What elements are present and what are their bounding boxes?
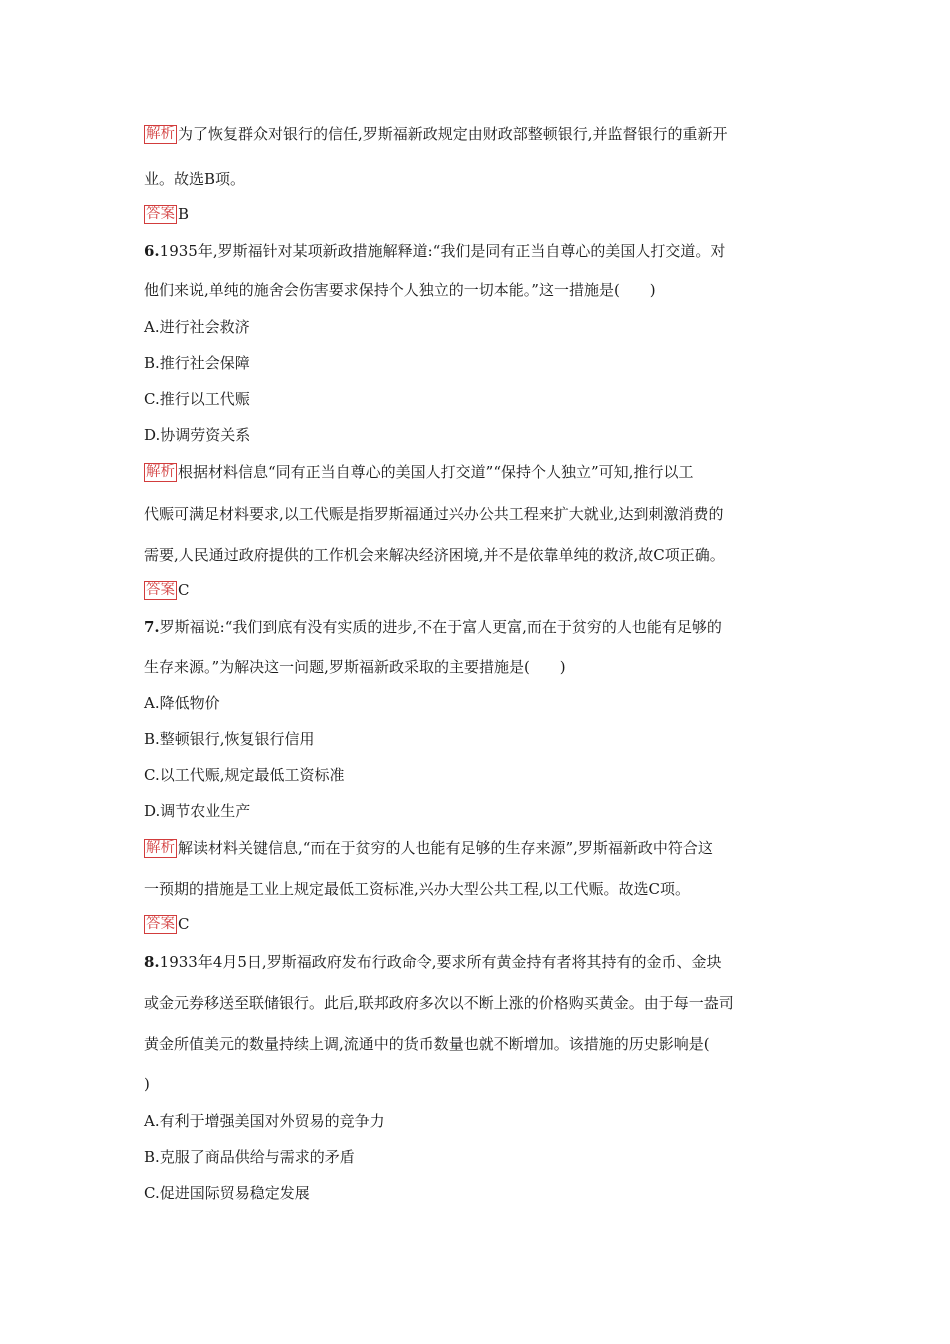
answer-value: B	[178, 205, 190, 223]
q8-stem-line-3: 黄金所值美元的数量持续上调,流通中的货币数量也就不断增加。该措施的历史影响是(	[144, 1035, 710, 1053]
q8-stem-line-1	[144, 952, 812, 972]
answer-tag: 答案	[146, 582, 175, 598]
question-text: 1933年4月5日,罗斯福政府发布行政命令,要求所有黄金持有者将其持有的金币、金块	[159, 953, 722, 971]
q6-stem-line-1	[144, 241, 812, 261]
analysis-text: 解读材料关键信息,“而在于贫穷的人也能有足够的生存来源”,罗斯福新政中符合这	[178, 839, 713, 857]
q7-option-c: C.以工代赈,规定最低工资标准	[144, 766, 345, 784]
q7-analysis-line-2: 一预期的措施是工业上规定最低工资标准,兴办大型公共工程,以工代赈。故选C项。	[144, 880, 691, 898]
analysis-tag: 解析	[146, 126, 175, 142]
q6-stem-line-2: 他们来说,单纯的施舍会伤害要求保持个人独立的一切本能。”这一措施是( )	[144, 281, 656, 299]
question-number: 7.	[144, 618, 160, 636]
q7-option-a: A.降低物价	[144, 694, 220, 712]
answer-value: C	[178, 581, 190, 599]
q8-option-c: C.促进国际贸易稳定发展	[144, 1184, 310, 1202]
q5-analysis-line-1	[144, 124, 812, 144]
q8-stem-line-4: )	[144, 1075, 150, 1093]
question-number: 8.	[144, 953, 160, 971]
answer-tag: 答案	[146, 916, 175, 932]
q6-option-c: C.推行以工代赈	[144, 390, 250, 408]
q6-option-a: A.进行社会救济	[144, 318, 250, 336]
q7-option-d: D.调节农业生产	[144, 802, 251, 820]
q8-option-b: B.克服了商品供给与需求的矛盾	[144, 1148, 355, 1166]
q6-option-d: D.协调劳资关系	[144, 426, 251, 444]
analysis-text: 根据材料信息“同有正当自尊心的美国人打交道”“保持个人独立”可知,推行以工	[178, 463, 694, 481]
q7-stem-line-1	[144, 617, 812, 637]
question-text: 罗斯福说:“我们到底有没有实质的进步,不在于富人更富,而在于贫穷的人也能有足够的	[159, 618, 722, 636]
q7-stem-line-2: 生存来源。”为解决这一问题,罗斯福新政采取的主要措施是( )	[144, 658, 566, 676]
q8-stem-line-2: 或金元券移送至联储银行。此后,联邦政府多次以不断上涨的价格购买黄金。由于每一盎司	[144, 994, 734, 1012]
q6-analysis-line-3: 需要,人民通过政府提供的工作机会来解决经济困境,并不是依靠单纯的救济,故C项正确。	[144, 546, 725, 564]
q7-analysis-line-1	[144, 838, 812, 858]
q6-option-b: B.推行社会保障	[144, 354, 250, 372]
q8-option-a: A.有利于增强美国对外贸易的竞争力	[144, 1112, 385, 1130]
q6-analysis-line-1	[144, 462, 812, 482]
question-number: 6.	[144, 242, 160, 260]
q6-answer	[144, 580, 812, 600]
answer-tag: 答案	[146, 206, 175, 222]
analysis-tag: 解析	[146, 840, 175, 856]
question-text: 1935年,罗斯福针对某项新政措施解释道:“我们是同有正当自尊心的美国人打交道。对	[159, 242, 726, 260]
analysis-tag: 解析	[146, 464, 175, 480]
analysis-text: 为了恢复群众对银行的信任,罗斯福新政规定由财政部整顿银行,并监督银行的重新开	[178, 125, 728, 143]
answer-value: C	[178, 915, 190, 933]
q7-answer	[144, 914, 812, 934]
q5-answer	[144, 204, 812, 224]
q5-analysis-line-2: 业。故选B项。	[144, 170, 246, 188]
q7-option-b: B.整顿银行,恢复银行信用	[144, 730, 315, 748]
q6-analysis-line-2: 代赈可满足材料要求,以工代赈是指罗斯福通过兴办公共工程来扩大就业,达到刺激消费的	[144, 505, 724, 523]
